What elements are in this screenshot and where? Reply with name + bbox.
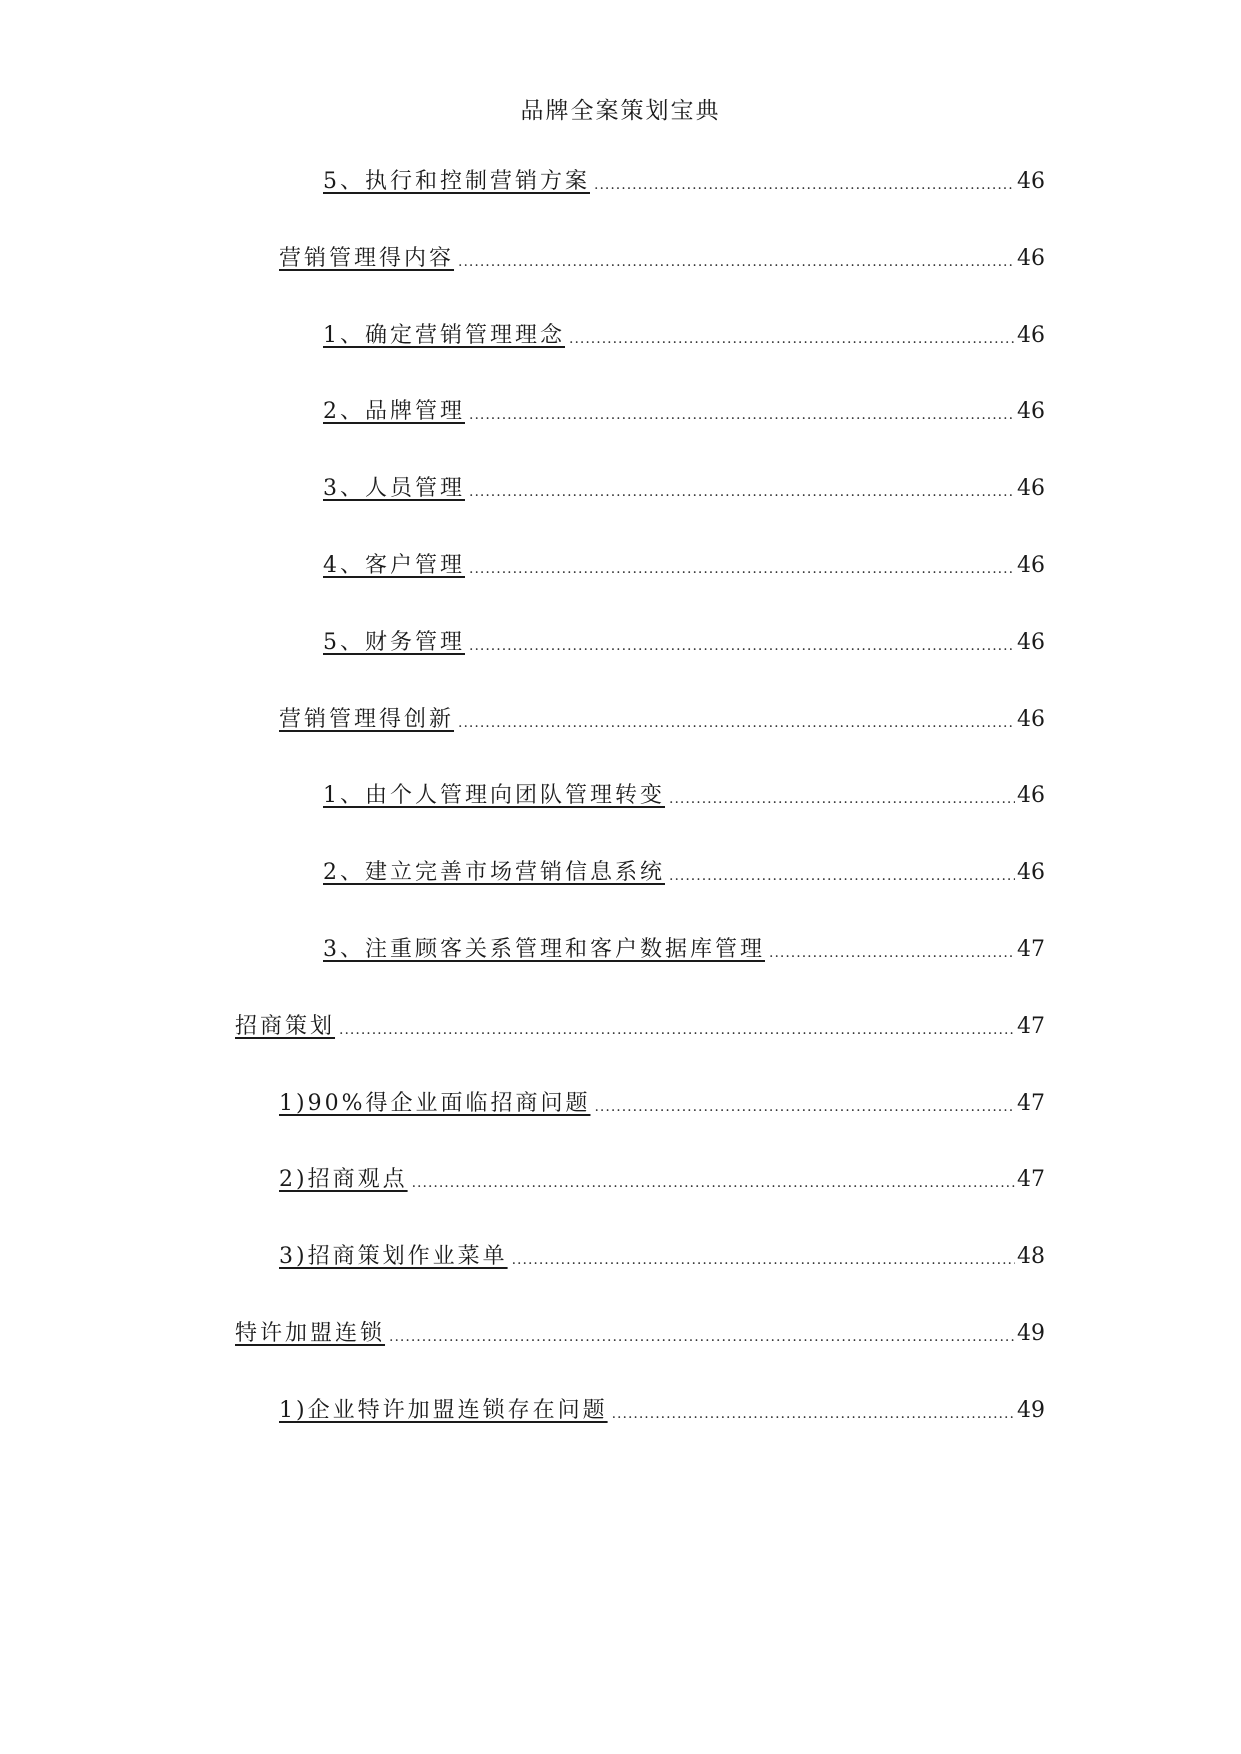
toc-entry-link[interactable]: 1、由个人管理向团队管理转变 — [323, 783, 665, 809]
toc-entry-link[interactable]: 2、品牌管理 — [323, 399, 465, 425]
dot-leader — [458, 252, 1015, 272]
toc-page-number: 46 — [1017, 629, 1045, 655]
toc-entry[interactable] — [323, 624, 1045, 656]
toc-entry[interactable] — [279, 701, 1045, 733]
toc-entry-link[interactable]: 3)招商策划作业菜单 — [279, 1244, 508, 1270]
toc-entry-link[interactable]: 2)招商观点 — [279, 1167, 408, 1193]
toc-page-number: 46 — [1017, 169, 1045, 194]
toc-entry[interactable] — [279, 1392, 1045, 1424]
toc-entry-link[interactable]: 5、财务管理 — [323, 629, 465, 655]
toc-page-number: 49 — [1017, 1321, 1045, 1346]
dot-leader — [469, 482, 1015, 502]
toc-entry[interactable] — [323, 393, 1045, 425]
toc-page-number: 46 — [1017, 860, 1045, 886]
toc-page-number: 48 — [1017, 1244, 1045, 1270]
toc-entry-link[interactable]: 招商策划 — [235, 1013, 336, 1039]
toc-entry-link[interactable]: 1、确定营销管理理念 — [323, 322, 565, 348]
toc-page-number: 47 — [1017, 1090, 1045, 1116]
toc-page-number: 46 — [1017, 322, 1045, 348]
toc-page-number: 46 — [1017, 399, 1045, 425]
toc-entry[interactable] — [323, 777, 1045, 809]
toc-entry-link[interactable]: 1)90%得企业面临招商问题 — [279, 1090, 591, 1116]
toc-entry[interactable] — [323, 547, 1045, 579]
toc-page-number: 46 — [1017, 245, 1045, 271]
toc-entry[interactable] — [279, 1085, 1045, 1117]
dot-leader — [612, 1404, 1015, 1424]
dot-leader — [458, 713, 1015, 733]
toc-page-number: 46 — [1017, 476, 1045, 502]
dot-leader — [389, 1327, 1015, 1347]
toc-entry[interactable] — [323, 854, 1045, 886]
toc-entry-link[interactable]: 营销管理得内容 — [279, 245, 455, 271]
toc-entry-link[interactable]: 1)企业特许加盟连锁存在问题 — [279, 1397, 608, 1423]
toc-entry[interactable] — [235, 1315, 1045, 1347]
dot-leader — [469, 636, 1015, 656]
toc-entry-link[interactable]: 3、注重顾客关系管理和客户数据库管理 — [323, 937, 765, 962]
toc-page-number: 47 — [1017, 937, 1045, 962]
dot-leader — [469, 559, 1015, 579]
toc-entry[interactable] — [279, 240, 1045, 272]
toc-page-number: 49 — [1017, 1397, 1045, 1423]
page-header — [0, 92, 1241, 125]
dot-leader — [469, 405, 1015, 425]
toc-entry[interactable] — [279, 1161, 1045, 1193]
toc-page-number: 47 — [1017, 1167, 1045, 1193]
toc-page-number: 46 — [1017, 783, 1045, 809]
toc-entry-link[interactable]: 3、人员管理 — [323, 476, 465, 502]
toc-entry-link[interactable]: 2、建立完善市场营销信息系统 — [323, 860, 665, 886]
toc-entry[interactable] — [323, 163, 1045, 195]
dot-leader — [512, 1250, 1015, 1270]
dot-leader — [669, 866, 1015, 886]
dot-leader — [569, 329, 1015, 349]
toc-page-number: 46 — [1017, 553, 1045, 578]
toc-entry-link[interactable]: 4、客户管理 — [323, 553, 465, 578]
toc-entry[interactable] — [323, 317, 1045, 349]
toc-entry[interactable] — [323, 931, 1045, 963]
toc-page-number: 47 — [1017, 1013, 1045, 1039]
toc-entry-link[interactable]: 5、执行和控制营销方案 — [323, 169, 590, 194]
dot-leader — [412, 1173, 1015, 1193]
toc-entry[interactable] — [279, 1238, 1045, 1270]
dot-leader — [769, 943, 1015, 963]
toc-entry-link[interactable]: 营销管理得创新 — [279, 706, 455, 732]
toc-entry[interactable] — [323, 470, 1045, 502]
toc-entry[interactable] — [235, 1008, 1045, 1040]
dot-leader — [594, 1097, 1015, 1117]
dot-leader — [339, 1020, 1015, 1040]
toc-page-number: 46 — [1017, 706, 1045, 732]
dot-leader — [594, 175, 1015, 195]
document-title: 品牌全案策划宝典 — [520, 98, 721, 124]
toc-entry-link[interactable]: 特许加盟连锁 — [235, 1321, 386, 1346]
dot-leader — [669, 789, 1015, 809]
